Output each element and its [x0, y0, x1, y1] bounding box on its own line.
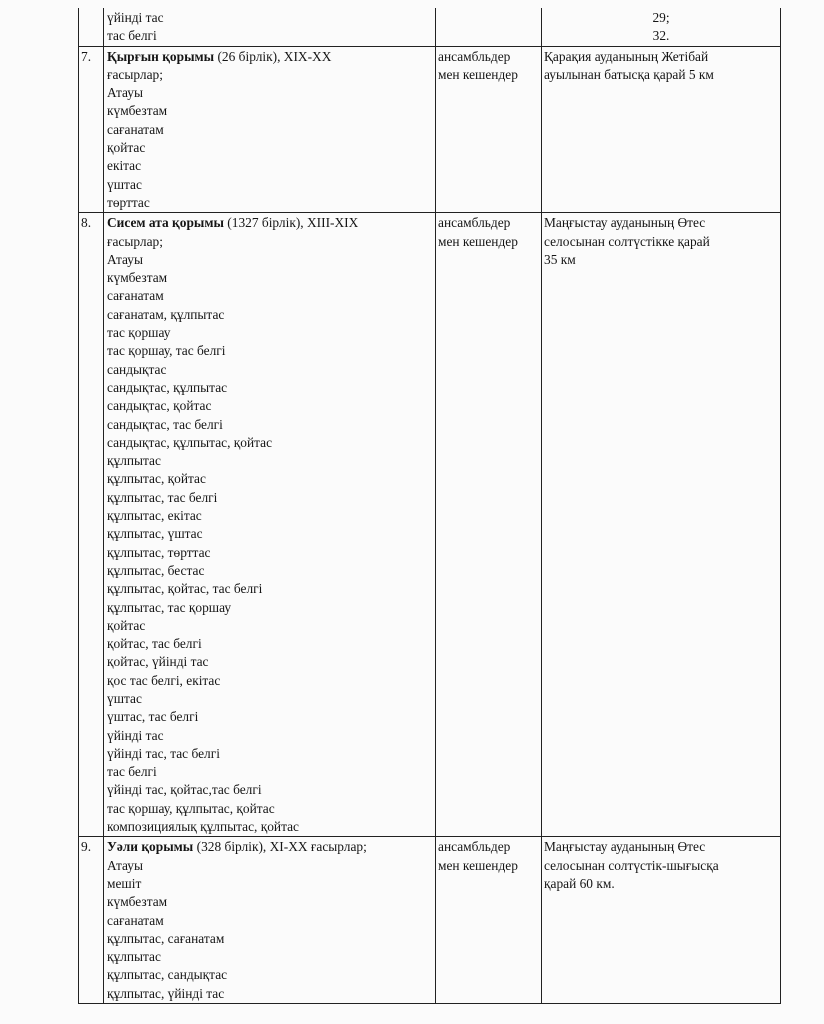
item-line: үйінді тас, қойтас,тас белгі [107, 782, 262, 798]
item-line: құлпытас, екітас [107, 508, 202, 524]
item-list [107, 251, 433, 837]
number-cell [79, 8, 104, 46]
item-line: тас қоршау, тас белгі [107, 343, 226, 359]
row-number: 9. [79, 837, 104, 1004]
item-line: композициялық құлпытас, қойтас [107, 819, 299, 835]
item-line: сандықтас, тас белгі [107, 416, 223, 432]
reference-line: 29; [652, 10, 670, 25]
item-line: құлпытас [107, 949, 161, 965]
site-info: (328 бірлік), XI-XX ғасырлар; [196, 839, 367, 855]
item-line: құлпытас, тас қоршау [107, 599, 232, 615]
type-cell [436, 837, 542, 1004]
item-line: үштас [107, 176, 142, 192]
location-cell [542, 8, 781, 46]
item-line: күмбезтам [107, 103, 168, 119]
item-line: Атауы [107, 251, 143, 267]
location-lines [544, 214, 778, 269]
item-line: құлпытас, бестас [107, 562, 205, 578]
type-line: ансамбльдер [438, 839, 511, 855]
site-name: Қырғын қорымы [107, 48, 215, 64]
item-line: үйінді тас [107, 727, 164, 743]
site-name: Уәли қорымы [107, 839, 194, 855]
location-cell [542, 213, 781, 837]
description-cell [104, 8, 436, 46]
table-row [79, 213, 781, 837]
item-line: Атауы [107, 85, 143, 101]
item-line: тас қоршау [107, 325, 171, 341]
item-line: қойтас, тас белгі [107, 636, 202, 652]
item-line: күмбезтам [107, 894, 168, 910]
site-name: Сисем ата қорымы [107, 215, 224, 231]
location-cell [542, 46, 781, 213]
item-line: құлпытас [107, 453, 161, 469]
item-line: тас белгі [107, 764, 157, 780]
location-line: селосынан солтүстікке қарай [544, 233, 710, 249]
description-cell [104, 213, 436, 837]
item-line: сандықтас, құлпытас [107, 379, 228, 395]
item-line: үштас, тас белгі [107, 709, 199, 725]
type-cell [436, 46, 542, 213]
item-line: күмбезтам [107, 270, 168, 286]
item-line: сағанатам [107, 912, 164, 928]
item-line: үштас [107, 690, 142, 706]
location-line: ауылынан батысқа қарай 5 км [544, 66, 714, 82]
item-list [107, 857, 433, 1003]
reference-line: 32. [652, 28, 670, 44]
row-number: 8. [79, 213, 104, 837]
item-line: құлпытас, үштас [107, 526, 203, 542]
item-line: тас қоршау, құлпытас, қойтас [107, 800, 275, 816]
site-info: (26 бірлік), XIX-XX [217, 48, 332, 64]
item-line: құлпытас, үйінді тас [107, 985, 225, 1001]
item-line: сандықтас [107, 361, 167, 377]
item-line: қойтас, үйінді тас [107, 654, 209, 670]
item-line: құлпытас, тас белгі [107, 489, 218, 505]
type-line: мен кешендер [438, 66, 518, 82]
item-line: сандықтас, құлпытас, қойтас [107, 434, 273, 450]
item-line: екітас [107, 158, 142, 174]
location-cell [542, 837, 781, 1004]
type-cell [436, 8, 542, 46]
item-line: сағанатам [107, 121, 164, 137]
site-info: (1327 бірлік), XIII-XIX [227, 215, 359, 231]
location-lines [544, 838, 778, 893]
site-info-continued: ғасырлар; [107, 66, 163, 82]
item-line: Атауы [107, 857, 143, 873]
row-number: 7. [79, 46, 104, 213]
type-line: ансамбльдер [438, 48, 511, 64]
location-line: қарай 60 км. [544, 875, 615, 891]
table-row [79, 837, 781, 1004]
site-heading [107, 838, 433, 856]
item-line: қос тас белгі, екітас [107, 672, 221, 688]
item-line: құлпытас, сағанатам [107, 930, 225, 946]
item-line: құлпытас, сандықтас [107, 967, 228, 983]
site-info-continued: ғасырлар; [107, 233, 163, 249]
item-line: сандықтас, қойтас [107, 398, 212, 414]
item-line: құлпытас, төрттас [107, 544, 211, 560]
location-line: 35 км [544, 251, 576, 267]
table-row [79, 46, 781, 213]
item-line: мешіт [107, 875, 142, 891]
table-row-continuation [79, 8, 781, 46]
item-line: қойтас [107, 617, 146, 633]
item-line: сағанатам, құлпытас [107, 306, 225, 322]
item-line: қойтас [107, 140, 146, 156]
type-line: мен кешендер [438, 233, 518, 249]
item-line: құлпытас, қойтас [107, 471, 206, 487]
type-cell [436, 213, 542, 837]
type-line: ансамбльдер [438, 215, 511, 231]
location-line: Маңғыстау ауданының Өтес [544, 215, 706, 231]
location-line: Маңғыстау ауданының Өтес [544, 839, 706, 855]
item-line: тас белгі [107, 28, 157, 44]
item-line: сағанатам [107, 288, 164, 304]
site-heading [107, 48, 433, 66]
location-line: Қарақия ауданының Жетібай [544, 48, 709, 64]
site-heading [107, 214, 433, 232]
location-lines [544, 48, 778, 85]
item-line: үйінді тас, тас белгі [107, 745, 220, 761]
type-line: мен кешендер [438, 857, 518, 873]
item-list [107, 84, 433, 212]
description-cell [104, 46, 436, 213]
description-cell [104, 837, 436, 1004]
location-line: селосынан солтүстік-шығысқа [544, 857, 719, 873]
item-line: төрттас [107, 194, 150, 210]
item-line: үйінді тас [107, 10, 164, 25]
item-line: құлпытас, қойтас, тас белгі [107, 581, 263, 597]
monuments-table [78, 8, 781, 1004]
